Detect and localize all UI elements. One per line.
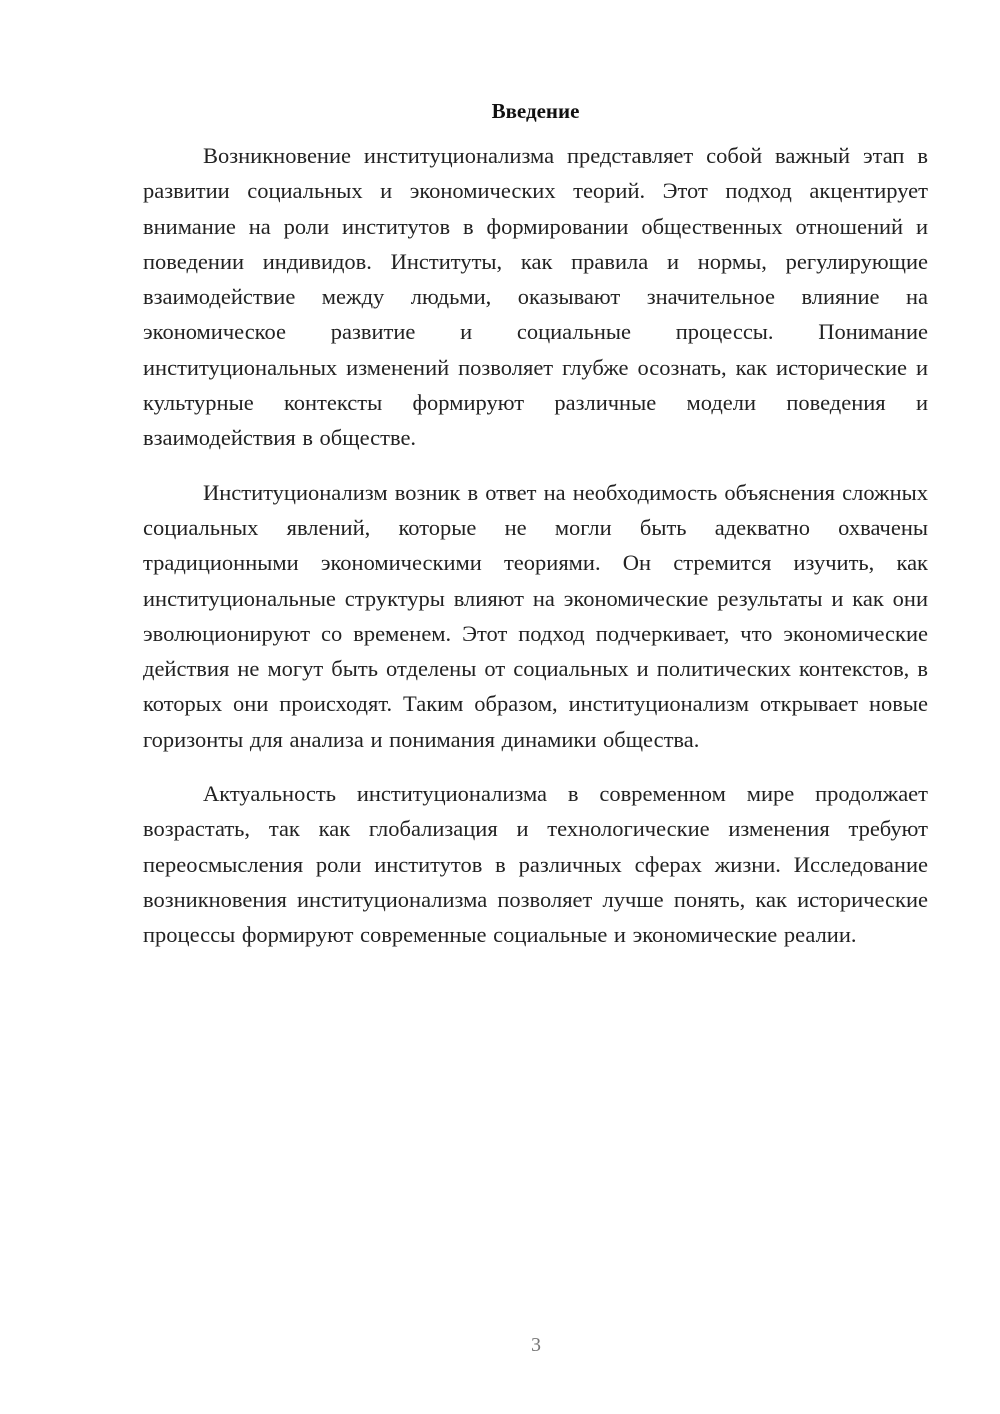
page-number: 3 [531,1334,541,1356]
section-heading: Введение [491,99,580,123]
page-content [143,96,928,972]
paragraph-3: Актуальность институционализма в современном мире продолжает возрастать, так как глобализация и технологические изменения требуют переосмысления роли институтов в различных сферах жизни. Исследование возникновения институционализма позволяет лучше понять, как исторические процессы формируют современные социальные и экономические реалии. [143,781,928,948]
paragraph-2: Институционализм возник в ответ на необходимость объяснения сложных социальных явлений, которые не могли быть адекватно охвачены традиционными экономическими теориями. Он стремится изучить, как институциональные структуры влияют на экономические результаты и как они эволюционируют со временем. Этот подход подчеркивает, что экономические действия не могут быть отделены от социальных и политических контекстов, в которых они происходят. Таким образом, институционализм открывает новые горизонты для анализа и понимания динамики общества. [143,479,928,752]
paragraph-1: Возникновение институционализма представляет собой важный этап в развитии социальных и экономических теорий. Этот подход акцентирует внимание на роли институтов в формировании общественных отношений и поведении индивидов. Институты, как правила и нормы, регулирующие взаимодействие между людьми, оказывают значительное влияние на экономическое развитие и социальные процессы. Понимание институциональных изменений позволяет глубже осознать, как исторические и культурные контексты формируют различные модели поведения и взаимодействия в обществе. [143,143,928,451]
